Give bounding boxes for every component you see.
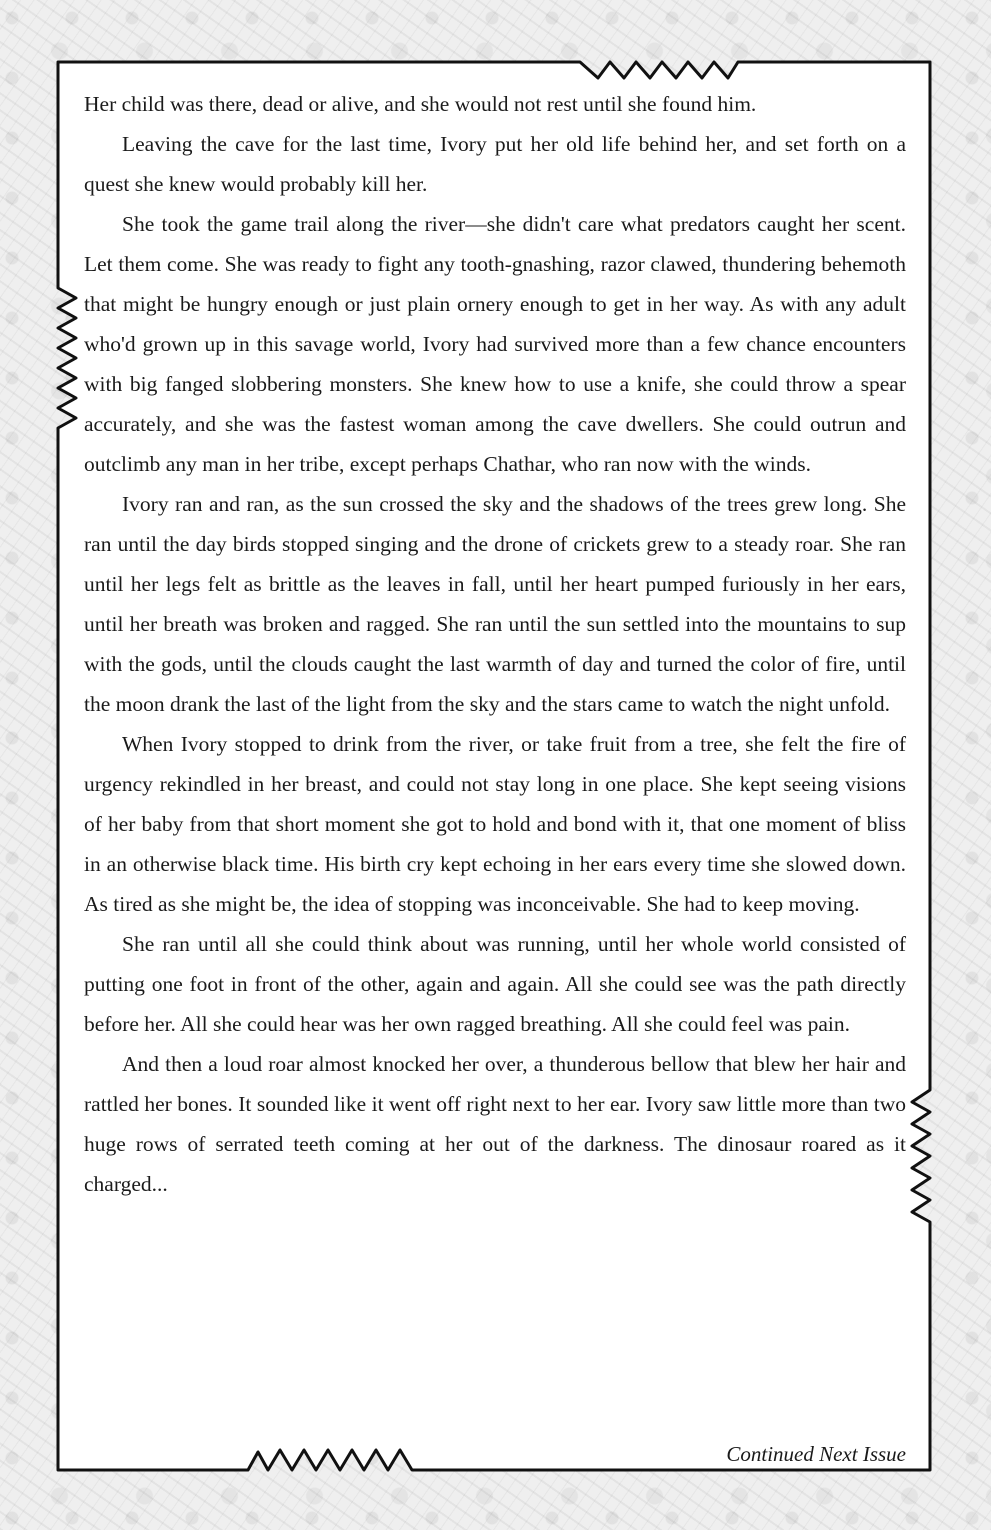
paragraph: Her child was there, dead or alive, and she would not rest until she found him.: [84, 92, 757, 116]
paragraph: And then a loud roar almost knocked her over, a thunderous bellow that blew her hair and rattled her bones. It sounded like it went off right next to her ear. Ivory saw little more than two huge rows of serrated teeth coming at her out of the darkness. The dinosaur roared as it charged...: [84, 1052, 906, 1196]
paragraph: Ivory ran and ran, as the sun crossed the sky and the shadows of the trees grew long. She ran until the day birds stopped singing and the drone of crickets grew to a steady roar. She ran until her legs felt as brittle as the leaves in fall, until her heart pumped furiously in her ears, until her breath was broken and ragged. She ran until the sun settled into the mountains to sup with the gods, until the clouds caught the last warmth of day and turned the color of fire, until the moon drank the last of the light from the sky and the stars came to watch the night unfold.: [84, 492, 906, 716]
continued-next-issue: Continued Next Issue: [726, 1442, 906, 1466]
story-text: [84, 84, 906, 1466]
paragraph: Leaving the cave for the last time, Ivory put her old life behind her, and set forth on a quest she knew would probably kill her.: [84, 132, 906, 196]
paragraph: She ran until all she could think about was running, until her whole world consisted of putting one foot in front of the other, again and again. All she could see was the path directly before her. All she could hear was her own ragged breathing. All she could feel was pain.: [84, 932, 906, 1036]
paragraph: She took the game trail along the river—she didn't care what predators caught her scent. Let them come. She was ready to fight any tooth-gnashing, razor clawed, thundering behemoth that might be hungry enough or just plain ornery enough to get in her way. As with any adult who'd grown up in this savage world, Ivory had survived more than a few chance encounters with big fanged slobbering monsters. She knew how to use a knife, she could throw a spear accurately, and she was the fastest woman among the cave dwellers. She could outrun and outclimb any man in her tribe, except perhaps Chathar, who ran now with the winds.: [84, 212, 906, 476]
paragraph: When Ivory stopped to drink from the river, or take fruit from a tree, she felt the fire of urgency rekindled in her breast, and could not stay long in one place. She kept seeing visions of her baby from that short moment she got to hold and bond with it, that one moment of bliss in an otherwise black time. His birth cry kept echoing in her ears every time she slowed down. As tired as she might be, the idea of stopping was inconceivable. She had to keep moving.: [84, 732, 906, 916]
